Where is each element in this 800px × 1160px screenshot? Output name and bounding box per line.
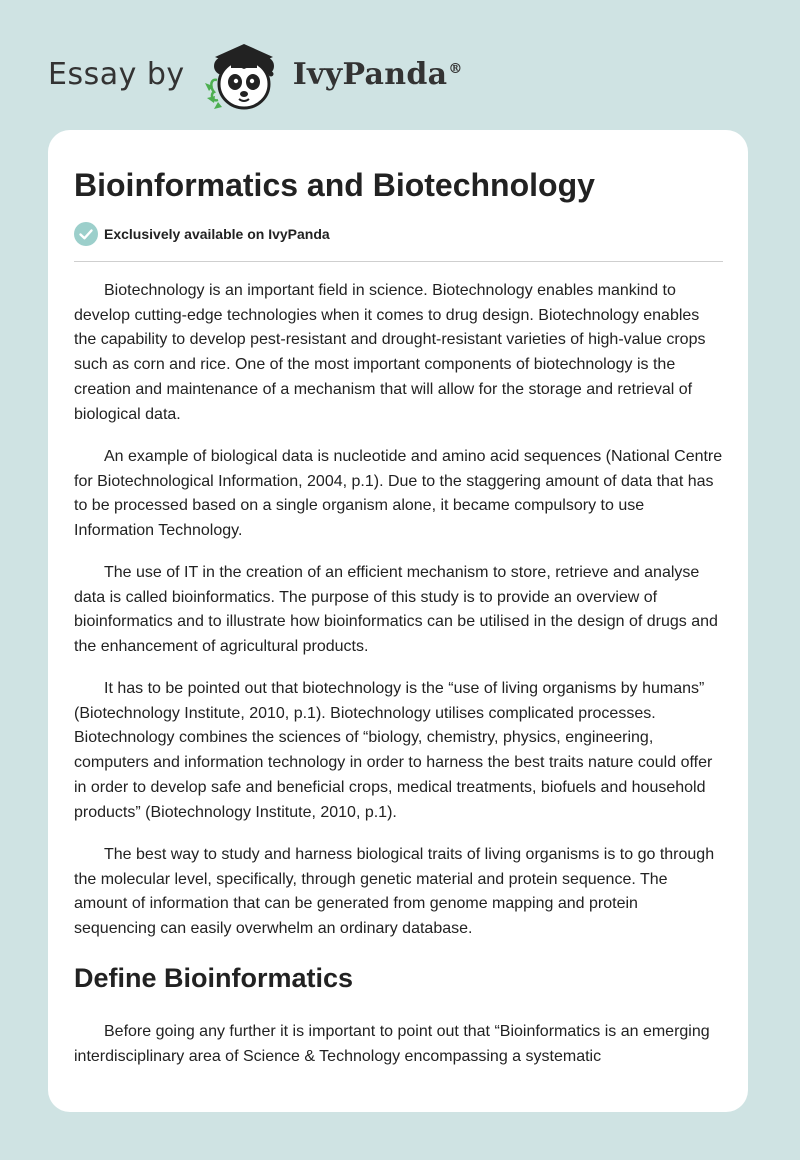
paragraph-3: The use of IT in the creation of an efficient mechanism to store, retrieve and analyse data is called bioinformatics. The purpose of this study is to provide an overview of bioinformatics and to illustrate how bioinformatics can be utilised in the design of drugs and the enhancement of agricultural products. <box>74 564 718 656</box>
brand-header <box>48 34 463 114</box>
essay-card <box>48 130 748 1112</box>
essay-by-label: Essay by <box>48 56 185 92</box>
section-paragraph: Before going any further it is important to point out that “Bioinformatics is an emerging interdisciplinary area of Science & Technology encompassing a systematic <box>74 1023 710 1065</box>
registered-mark: ® <box>448 60 463 77</box>
exclusive-badge <box>74 222 330 246</box>
paragraph-1: Biotechnology is an important field in science. Biotechnology enables mankind to develop cutting-edge technologies when it comes to drug design. Biotechnology enables the capability to develop pest-resistant and drought-resistant varieties of high-value crops such as corn and rice. One of the most important components of biotechnology is the creation and maintenance of a mechanism that will allow for the storage and retrieval of biological data. <box>74 282 706 423</box>
check-circle-icon <box>74 222 98 246</box>
paragraph-2: An example of biological data is nucleotide and amino acid sequences (National Centre for Biotechnological Information, 2004, p.1). Due to the staggering amount of data that has to be processed based on a single organism alone, it became compulsory to use Information Technology. <box>74 448 723 540</box>
brand-name: IvyPanda® <box>292 56 463 92</box>
section-heading: Define Bioinformatics <box>74 963 354 993</box>
title-divider <box>74 261 723 262</box>
paragraph-4: It has to be pointed out that biotechnology is the “use of living organisms by humans” (Biotechnology Institute, 2010, p.1). Biotechnology utilises complicated processes. Biotechnology combines the sciences of “biology, chemistry, physics, engineering, computers and information technology in order to harness the best traits nature could offer in order to develop safe and beneficial crops, medical treatments, biofuels and household products” (Biotechnology Institute, 2010, p.1). <box>74 680 713 821</box>
exclusive-badge-label: Exclusively available on IvyPanda <box>104 226 330 242</box>
page-title: Bioinformatics and Biotechnology <box>74 167 595 203</box>
panda-graduate-icon <box>201 36 287 112</box>
paragraph-5: The best way to study and harness biological traits of living organisms is to go through the molecular level, specifically, through genetic material and protein sequence. The amount of information that can be generated from genome mapping and protein sequencing can easily overwhelm an ordinary database. <box>74 846 715 938</box>
